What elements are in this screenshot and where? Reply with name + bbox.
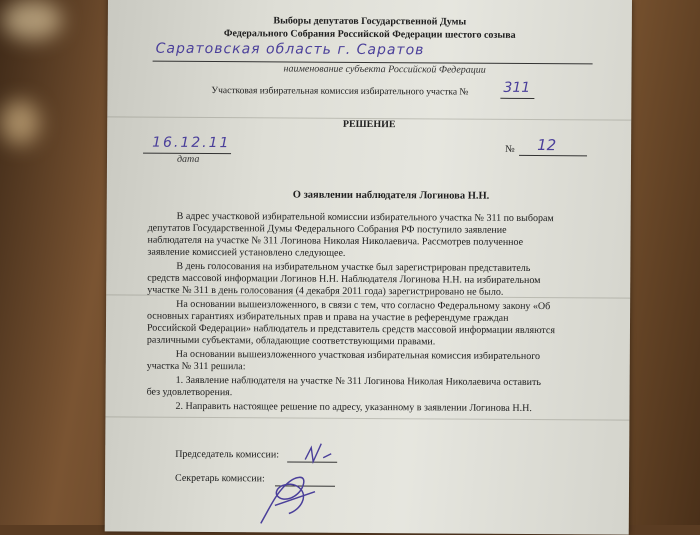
- secretary-signature: [255, 465, 325, 527]
- light-glare: [2, 0, 62, 40]
- body-line: На основании вышеизложенного, в связи с тем, что согласно Федеральному закону «Об: [176, 298, 551, 313]
- decision-date: 16.12.11: [152, 134, 231, 152]
- chair-signature: [301, 438, 341, 468]
- decision-subject: О заявлении наблюдателя Логинова Н.Н.: [292, 189, 490, 202]
- election-title: Выборы депутатов Государственной Думы: [273, 15, 467, 28]
- commission-label: Участковая избирательная комиссия избирательного участка №: [211, 86, 469, 98]
- body-line: На основании вышеизложенного участковая избирательная комиссия избирательного: [175, 348, 541, 363]
- document-sheet: [105, 0, 632, 535]
- decision-number-label: №: [505, 143, 515, 155]
- body-line: депутатов Государственной Думы Федерального Собрания РФ поступило заявление: [147, 222, 507, 236]
- body-line: различными субъектами, обладающие соответствующими правами.: [146, 334, 436, 348]
- commission-number-underline: [500, 98, 534, 99]
- decision-title: РЕШЕНИЕ: [342, 118, 396, 131]
- chair-label: Председатель комиссии:: [175, 448, 280, 461]
- body-line: В день голосования на избирательном участке был зарегистрирован представитель: [176, 260, 531, 274]
- date-caption: дата: [176, 153, 200, 165]
- light-glare: [0, 100, 40, 145]
- body-line: участке № 311 в день голосования (4 декабря 2011 года) зарегистрировано не было.: [147, 284, 504, 298]
- body-line: основных гарантиях избирательных прав и права на участие в референдуме граждан: [147, 310, 509, 324]
- body-line: средств массовой информации Логинов Н.Н. Наблюдателя Логинова Н.Н. на избирательном: [147, 272, 541, 287]
- body-line: В адрес участковой избирательной комиссии избирательного участка № 311 по выборам: [176, 210, 554, 225]
- resolution-item-1-cont: без удовлетворения.: [146, 386, 233, 399]
- region-handwritten: Саратовская область г. Саратов: [155, 40, 425, 59]
- election-subtitle: Федерального Собрания Российской Федерации шестого созыва: [223, 28, 516, 41]
- resolution-item-1: 1. Заявление наблюдателя на участке № 311 Логинова Николая Николаевича оставить: [175, 374, 541, 389]
- body-line: заявление комиссией установлено следующее.: [147, 246, 346, 259]
- paper-fold: [105, 416, 629, 420]
- body-line: участка № 311 решила:: [146, 360, 246, 373]
- commission-number: 311: [503, 79, 531, 96]
- resolution-item-2: 2. Направить настоящее решение по адресу, указанному в заявлении Логинова Н.Н.: [175, 400, 532, 414]
- secretary-label: Секретарь комиссии:: [175, 472, 265, 485]
- decision-number-underline: [519, 155, 587, 156]
- body-line: Российской Федерации» наблюдатель и представитель средств массовой информации являются: [146, 322, 556, 337]
- region-caption: наименование субъекта Российской Федерации: [283, 63, 486, 76]
- body-line: наблюдателя на участке № 311 Логинова Николая Николаевича. Рассмотрев полученное: [147, 234, 524, 248]
- decision-number: 12: [537, 136, 557, 155]
